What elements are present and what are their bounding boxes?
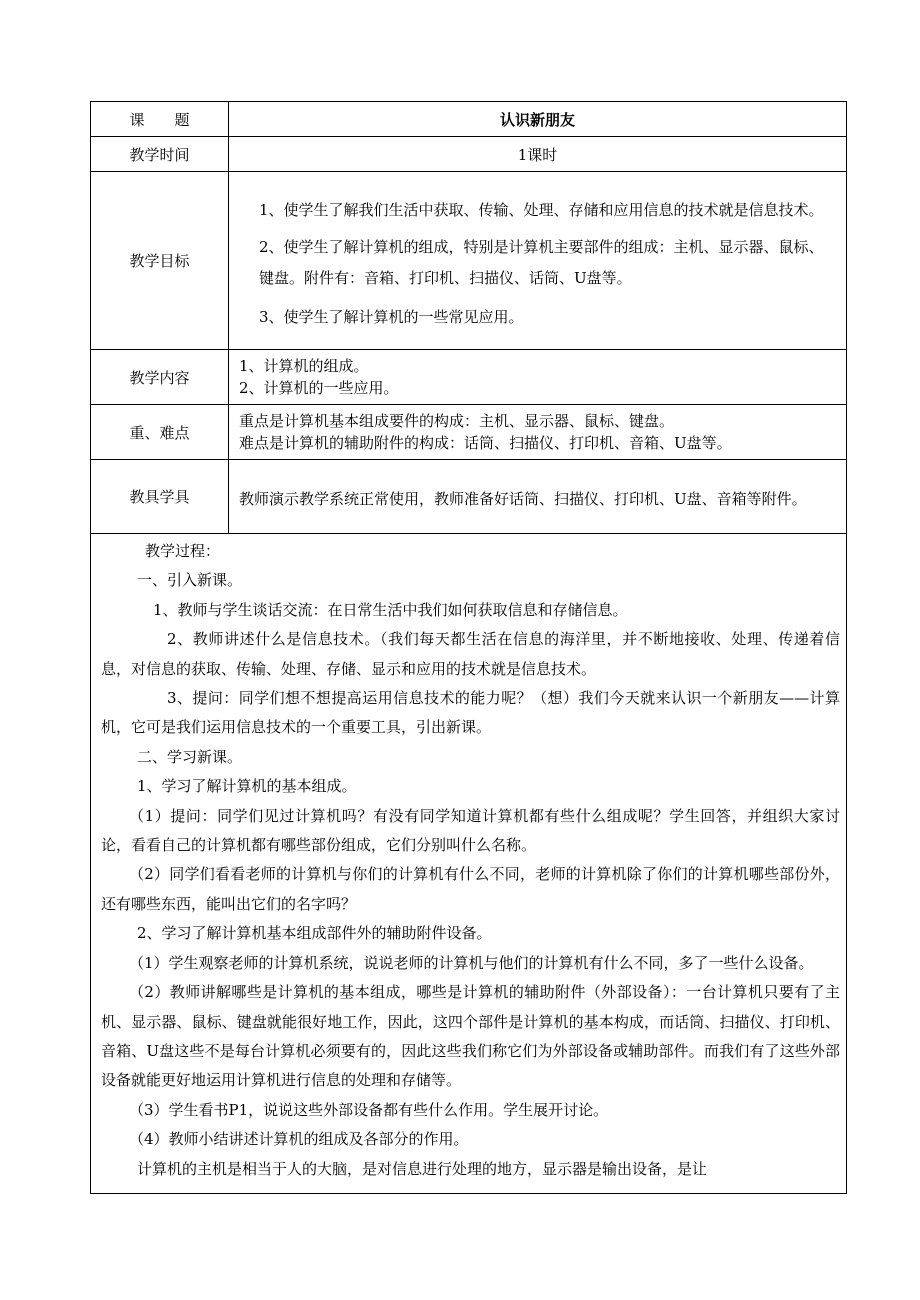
process-paragraph: 3、提问：同学们想不想提高运用信息技术的能力呢？（想）我们今天就来认识一个新朋友——计算机，它可是我们运用信息技术的一个重要工具，引出新课。 xyxy=(101,689,840,737)
objectives-cell xyxy=(229,172,847,350)
tools-label: 教具学具 xyxy=(91,460,229,534)
time-label: 教学时间 xyxy=(91,137,229,172)
process-section: 二、学习新课。 xyxy=(137,747,243,766)
tools-cell xyxy=(229,460,847,534)
process-paragraph: （2）教师讲解哪些是计算机的基本组成，哪些是计算机的辅助附件（外部设备）：一台计算机只要有了主机、显示器、鼠标、键盘就能很好地工作，因此，这四个部件是计算机的基本构成，而话筒、扫描仪、打印机、音箱、U盘这些不是每台计算机必须要有的，因此这些我们称它们为外部设备或辅助部件。而我们有了这些外部设备就能更好地运用计算机进行信息的处理和存储等。 xyxy=(101,983,840,1090)
row-process xyxy=(91,534,847,1194)
process-heading: 教学过程： xyxy=(145,542,221,560)
process-section: 一、引入新课。 xyxy=(137,571,243,590)
process-paragraph: 计算机的主机是相当于人的大脑，是对信息进行处理的地方，显示器是输出设备，是让 xyxy=(137,1159,708,1178)
topic-label: 课 题 xyxy=(91,102,229,137)
process-paragraph: 2、教师讲述什么是信息技术。（我们每天都生活在信息的海洋里，并不断地接收、处理、传递着信息，对信息的获取、传输、处理、存储、显示和应用的技术就是信息技术。 xyxy=(101,630,840,678)
process-paragraph: （1）提问：同学们见过计算机吗？有没有同学知道计算机都有些什么组成呢？学生回答，并组织大家讨论，看看自己的计算机都有哪些部份组成，它们分别叫什么名称。 xyxy=(101,806,840,855)
content-label: 教学内容 xyxy=(91,350,229,405)
time-value: 1课时 xyxy=(229,137,847,172)
process-paragraph: 2、学习了解计算机基本组成部件外的辅助附件设备。 xyxy=(137,924,492,943)
objective-item: 3、使学生了解计算机的一些常见应用。 xyxy=(259,307,524,326)
process-paragraph: （1）学生观察老师的计算机系统，说说老师的计算机与他们的计算机有什么不同，多了一些什么设备。 xyxy=(129,953,814,972)
tools-text: 教师演示教学系统正常使用，教师准备好话筒、扫描仪、打印机、U盘、音箱等附件。 xyxy=(239,489,807,508)
keypoints-label: 重、难点 xyxy=(91,405,229,460)
lesson-plan-table xyxy=(90,101,847,1194)
process-paragraph: 1、教师与学生谈话交流：在日常生活中我们如何获取信息和存储信息。 xyxy=(153,600,628,619)
topic-value: 认识新朋友 xyxy=(229,102,847,137)
row-objectives xyxy=(91,172,847,350)
keypoint-item: 重点是计算机基本组成要件的构成：主机、显示器、鼠标、键盘。 xyxy=(239,412,675,430)
row-time xyxy=(91,137,847,172)
process-paragraph: 1、学习了解计算机的基本组成。 xyxy=(137,777,357,796)
process-paragraph: （3）学生看书P1，说说这些外部设备都有些什么作用。学生展开讨论。 xyxy=(129,1100,609,1119)
content-item: 1、计算机的组成。 xyxy=(239,357,369,375)
objectives-label: 教学目标 xyxy=(91,172,229,350)
content-item: 2、计算机的一些应用。 xyxy=(239,379,399,397)
content-cell xyxy=(229,350,847,405)
keypoints-cell xyxy=(229,405,847,460)
process-cell xyxy=(91,534,847,1194)
objective-item: 1、使学生了解我们生活中获取、传输、处理、存储和应用信息的技术就是信息技术。 xyxy=(259,200,824,219)
keypoint-item: 难点是计算机的辅助附件的构成：话筒、扫描仪、打印机、音箱、U盘等。 xyxy=(239,434,732,452)
process-paragraph: （2）同学们看看老师的计算机与你们的计算机有什么不同，老师的计算机除了你们的计算机哪些部份外，还有哪些东西，能叫出它们的名字吗？ xyxy=(101,865,840,913)
objective-item: 2、使学生了解计算机的组成，特别是计算机主要部件的组成：主机、显示器、鼠标、键盘。附件有：音箱、打印机、扫描仪、话筒、U盘等。 xyxy=(259,237,824,287)
row-content xyxy=(91,350,847,405)
row-topic xyxy=(91,102,847,137)
process-paragraph: （4）教师小结讲述计算机的组成及各部分的作用。 xyxy=(129,1130,469,1149)
row-keypoints xyxy=(91,405,847,460)
row-tools xyxy=(91,460,847,534)
